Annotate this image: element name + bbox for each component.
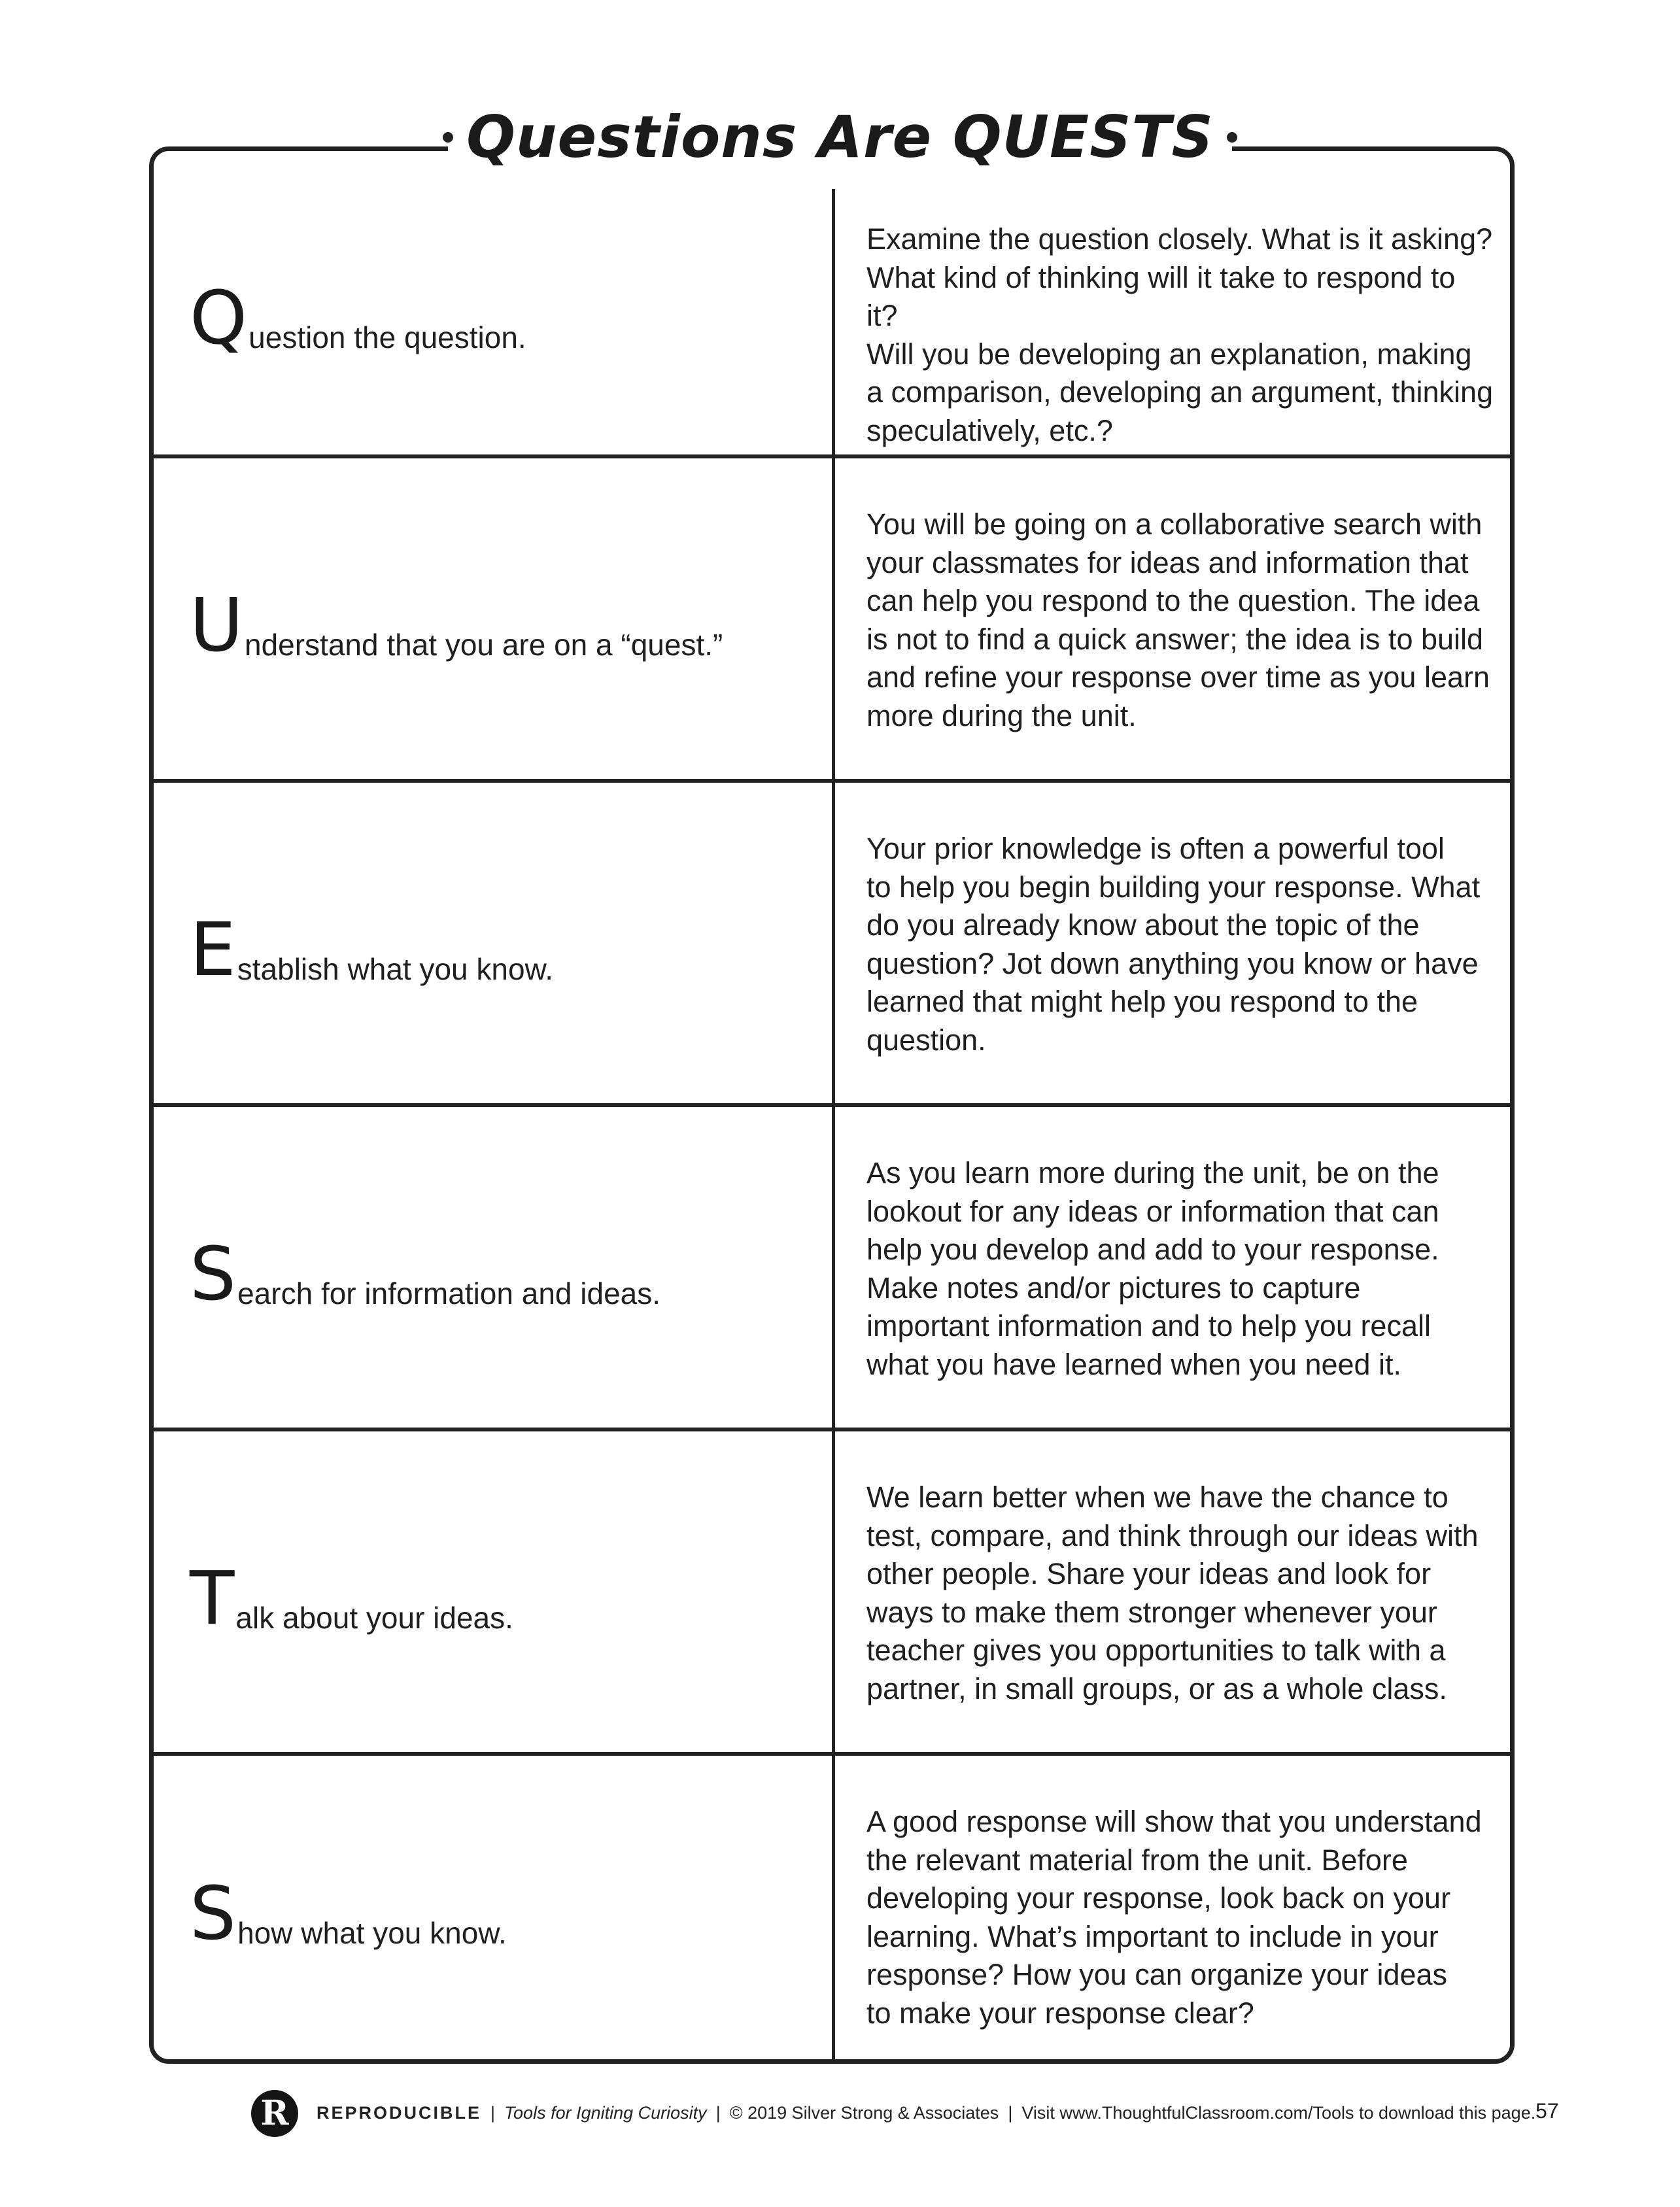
step-cell	[190, 583, 817, 668]
step-initial: S	[190, 1872, 237, 1957]
footer-book-title: Tools for Igniting Curiosity	[504, 2103, 707, 2123]
footer-visit-text: Visit www.ThoughtfulClassroom.com/Tools to download this page.	[1021, 2103, 1536, 2123]
table-row-question	[154, 151, 1510, 457]
step-description: We learn better when we have the chance to test, compare, and think through our ideas with other people. Share your ideas and look for ways to make them stronger whenever your teacher gives you opportunities to talk with a partner, in small groups, or as a whole class.	[866, 1480, 1479, 1705]
step-initial: S	[190, 1232, 237, 1317]
footer-separator: |	[1008, 2103, 1013, 2123]
footer-copyright: © 2019 Silver Strong & Associates	[729, 2103, 999, 2123]
table-row-understand	[154, 457, 1510, 781]
table-row-establish	[154, 781, 1510, 1106]
footer-label: REPRODUCIBLE	[317, 2103, 482, 2123]
footer-separator: |	[490, 2103, 496, 2123]
step-label: uestion the question.	[249, 320, 526, 354]
step-cell	[190, 1556, 817, 1641]
page-number: 57	[1535, 2099, 1559, 2123]
step-cell	[190, 1872, 817, 1957]
title-container	[448, 105, 1232, 170]
step-description: You will be going on a collaborative search with your classmates for ideas and information that can help you respond to the question. The idea is not to find a quick answer; the idea is to build and refine your response over time as you learn more during the unit.	[866, 507, 1490, 732]
step-description: Examine the question closely. What is it asking? What kind of thinking will it take to respond to it? Will you be developing an explanation, making a comparison, developing an argument, thinking speculatively, etc.?	[866, 222, 1494, 447]
step-label: alk about your ideas.	[235, 1601, 513, 1635]
step-label: earch for information and ideas.	[237, 1276, 661, 1310]
quests-table	[154, 151, 1510, 2059]
step-label: how what you know.	[237, 1916, 507, 1950]
step-initial: U	[190, 583, 243, 668]
page-title: Questions Are QUESTS	[466, 103, 1214, 171]
step-label: nderstand that you are on a “quest.”	[244, 628, 723, 662]
step-description: A good response will show that you understand the relevant material from the unit. Before developing your response, look back on your learning. What’s important to include in your response? How you can organize your ideas to make your response clear?	[866, 1805, 1482, 2030]
quests-table-frame	[149, 146, 1515, 2064]
step-description: Your prior knowledge is often a powerful tool to help you begin building your response. What do you already know about the topic of the question? Jot down anything you know or have learned that might help you respond to the question.	[866, 832, 1481, 1057]
step-label: stablish what you know.	[237, 952, 554, 986]
title-dot-right	[1227, 132, 1237, 143]
footer	[317, 2103, 1535, 2123]
reproducible-logo: R	[251, 2090, 298, 2137]
step-description: As you learn more during the unit, be on the lookout for any ideas or information that can help you develop and add to your response. Make notes and/or pictures to capture important information and to help you recall what you have learned when you need it.	[866, 1156, 1439, 1381]
step-initial: T	[190, 1556, 235, 1641]
table-row-talk	[154, 1430, 1510, 1754]
footer-separator: |	[715, 2103, 721, 2123]
step-cell	[190, 908, 817, 993]
step-initial: E	[190, 908, 236, 993]
table-row-search	[154, 1106, 1510, 1430]
step-cell	[190, 276, 817, 361]
step-initial: Q	[190, 276, 248, 361]
table-row-show	[154, 1754, 1510, 2059]
title-bar	[0, 105, 1680, 170]
title-dot-left	[443, 132, 453, 143]
step-cell	[190, 1232, 817, 1317]
